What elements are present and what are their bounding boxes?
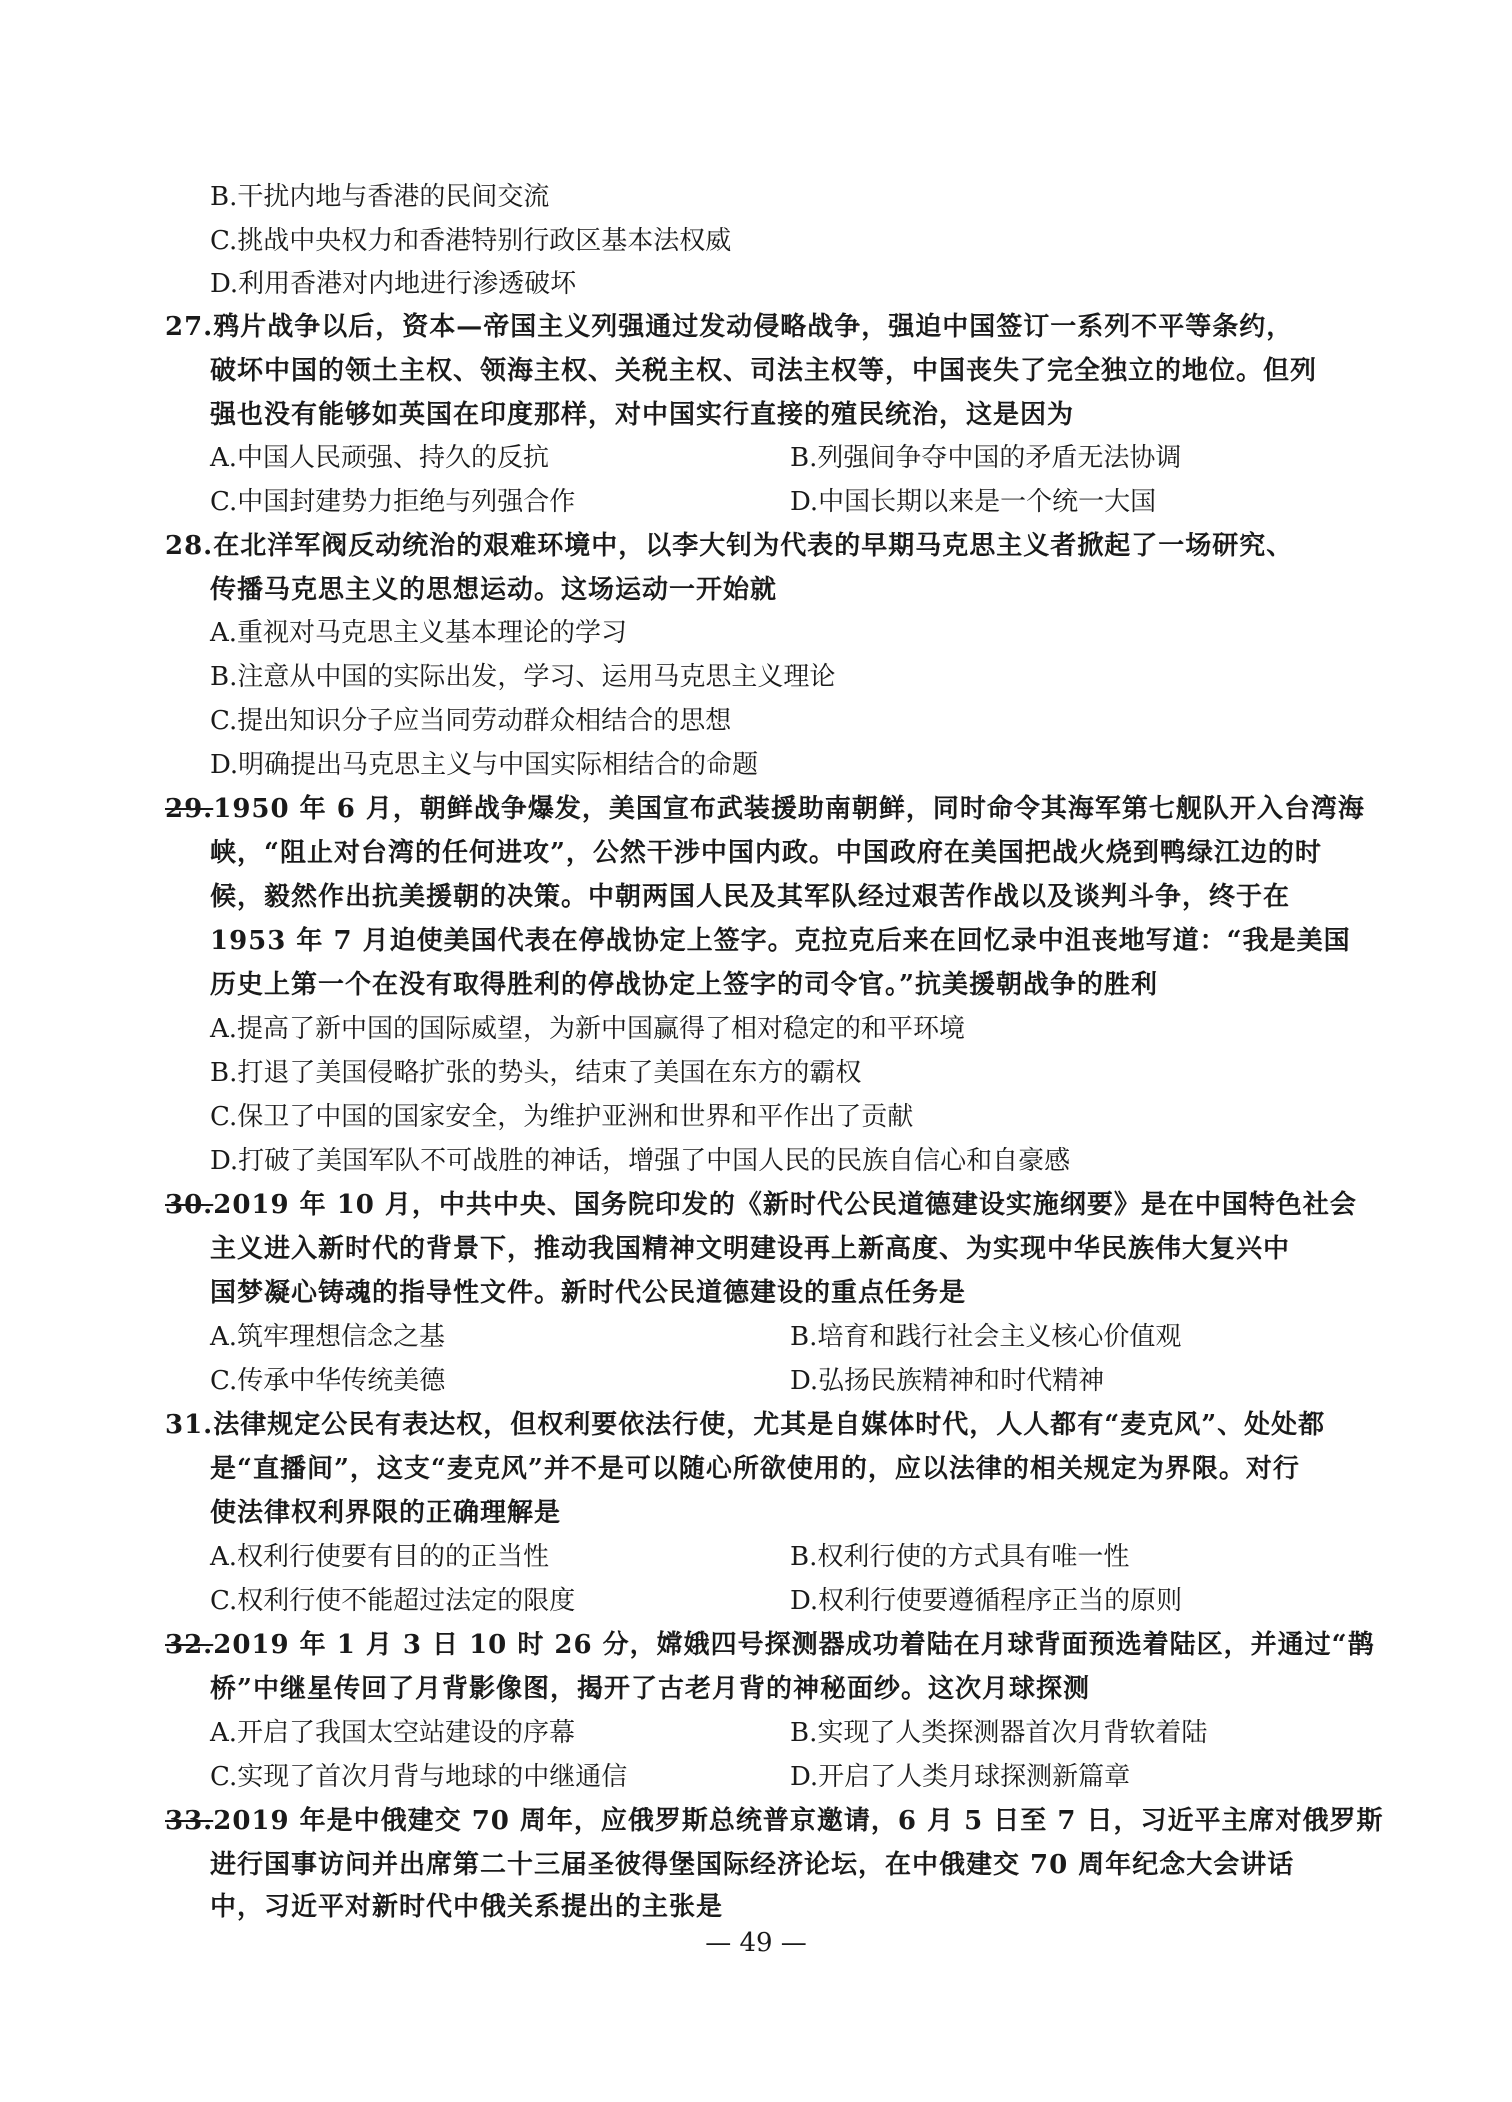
q29-stem-line-1: 29.1950 年 6 月，朝鲜战争爆发，美国宣布武装援助南朝鲜，同时命令其海军第七舰队开入台湾海 [165,794,1365,824]
q27-option-a: A.中国人民顽强、持久的反抗 [210,443,550,473]
q29-stem-line-4: 1953 年 7 月迫使美国代表在停战协定上签字。克拉克后来在回忆录中沮丧地写道：“我是美国 [210,926,1351,956]
q27-stem-line-1: 27.鸦片战争以后，资本—帝国主义列强通过发动侵略战争，强迫中国签订一系列不平等条约， [165,312,1294,342]
q28-option-c: C.提出知识分子应当同劳动群众相结合的思想 [210,706,732,736]
q27-stem-line-2: 破坏中国的领土主权、领海主权、关税主权、司法主权等，中国丧失了完全独立的地位。但列 [210,356,1318,386]
q26-option-d: D.利用香港对内地进行渗透破坏 [210,269,577,299]
q29-number: 29. [165,794,214,824]
q28-number: 28. [165,531,214,561]
q28-stem-line-2: 传播马克思主义的思想运动。这场运动一开始就 [210,575,778,605]
q27-option-c: C.中国封建势力拒绝与列强合作 [210,487,576,517]
q29-option-a: A.提高了新中国的国际威望，为新中国赢得了相对稳定的和平环境 [210,1014,966,1044]
q30-option-d: D.弘扬民族精神和时代精神 [790,1366,1105,1396]
q30-option-c: C.传承中华传统美德 [210,1366,446,1396]
q31-stem-line-3: 使法律权利界限的正确理解是 [210,1498,562,1528]
q28-option-a: A.重视对马克思主义基本理论的学习 [210,618,628,648]
q32-stem-line-2: 桥”中继星传回了月背影像图，揭开了古老月背的神秘面纱。这次月球探测 [210,1674,1090,1704]
q31-option-b: B.权利行使的方式具有唯一性 [790,1542,1130,1572]
q29-option-d: D.打破了美国军队不可战胜的神话，增强了中国人民的民族自信心和自豪感 [210,1146,1071,1176]
q31-stem-line-1: 31.法律规定公民有表达权，但权利要依法行使，尤其是自媒体时代，人人都有“麦克风”、处处都 [165,1410,1326,1440]
q27-number: 27. [165,312,214,342]
q30-number: 30. [165,1190,214,1220]
q31-stem-line-2: 是“直播间”，这支“麦克风”并不是可以随心所欲使用的，应以法律的相关规定为界限。对行 [210,1454,1300,1484]
q30-option-a: A.筑牢理想信念之基 [210,1322,446,1352]
q27-stem-line-3: 强也没有能够如英国在印度那样，对中国实行直接的殖民统治，这是因为 [210,400,1075,430]
q30-stem-line-3: 国梦凝心铸魂的指导性文件。新时代公民道德建设的重点任务是 [210,1278,967,1308]
q27-option-b: B.列强间争夺中国的矛盾无法协调 [790,443,1182,473]
q32-number: 32. [165,1630,214,1660]
q31-option-a: A.权利行使要有目的的正当性 [210,1542,550,1572]
q31-number: 31. [165,1410,214,1440]
q31-option-c: C.权利行使不能超过法定的限度 [210,1586,576,1616]
page-number: — 49 — [705,1928,807,1958]
q32-stem-line-1: 32.2019 年 1 月 3 日 10 时 26 分，嫦娥四号探测器成功着陆在月球背面预选着陆区，并通过“鹊 [165,1630,1375,1660]
q26-option-b: B.干扰内地与香港的民间交流 [210,182,550,212]
q33-number: 33. [165,1806,214,1836]
q30-stem-line-2: 主义进入新时代的背景下，推动我国精神文明建设再上新高度、为实现中华民族伟大复兴中 [210,1234,1291,1264]
q33-stem-line-1: 33.2019 年是中俄建交 70 周年，应俄罗斯总统普京邀请，6 月 5 日至 7 日，习近平主席对俄罗斯 [165,1806,1384,1836]
q32-option-b: B.实现了人类探测器首次月背软着陆 [790,1718,1208,1748]
q29-option-c: C.保卫了中国的国家安全，为维护亚洲和世界和平作出了贡献 [210,1102,914,1132]
q27-option-d: D.中国长期以来是一个统一大国 [790,487,1157,517]
q29-stem-line-3: 候，毅然作出抗美援朝的决策。中朝两国人民及其军队经过艰苦作战以及谈判斗争，终于在 [210,882,1291,912]
q28-option-d: D.明确提出马克思主义与中国实际相结合的命题 [210,750,759,780]
q31-option-d: D.权利行使要遵循程序正当的原则 [790,1586,1183,1616]
q28-option-b: B.注意从中国的实际出发，学习、运用马克思主义理论 [210,662,836,692]
q30-option-b: B.培育和践行社会主义核心价值观 [790,1322,1182,1352]
q33-stem-line-2: 进行国事访问并出席第二十三届圣彼得堡国际经济论坛，在中俄建交 70 周年纪念大会讲话 [210,1850,1295,1880]
q32-option-a: A.开启了我国太空站建设的序幕 [210,1718,576,1748]
q26-option-c: C.挑战中央权力和香港特别行政区基本法权威 [210,226,732,256]
q30-stem-line-1: 30.2019 年 10 月，中共中央、国务院印发的《新时代公民道德建设实施纲要》是在中国特色社会 [165,1190,1357,1220]
q28-stem-line-1: 28.在北洋军阀反动统治的艰难环境中，以李大钊为代表的早期马克思主义者掀起了一场研究、 [165,531,1294,561]
q33-stem-line-3: 中，习近平对新时代中俄关系提出的主张是 [210,1892,724,1922]
q29-stem-line-2: 峡，“阻止对台湾的任何进攻”，公然干涉中国内政。中国政府在美国把战火烧到鸭绿江边的时 [210,838,1322,868]
q32-option-d: D.开启了人类月球探测新篇章 [790,1762,1131,1792]
q29-option-b: B.打退了美国侵略扩张的势头，结束了美国在东方的霸权 [210,1058,862,1088]
q29-stem-line-5: 历史上第一个在没有取得胜利的停战协定上签字的司令官。”抗美援朝战争的胜利 [210,970,1158,1000]
q32-option-c: C.实现了首次月背与地球的中继通信 [210,1762,628,1792]
